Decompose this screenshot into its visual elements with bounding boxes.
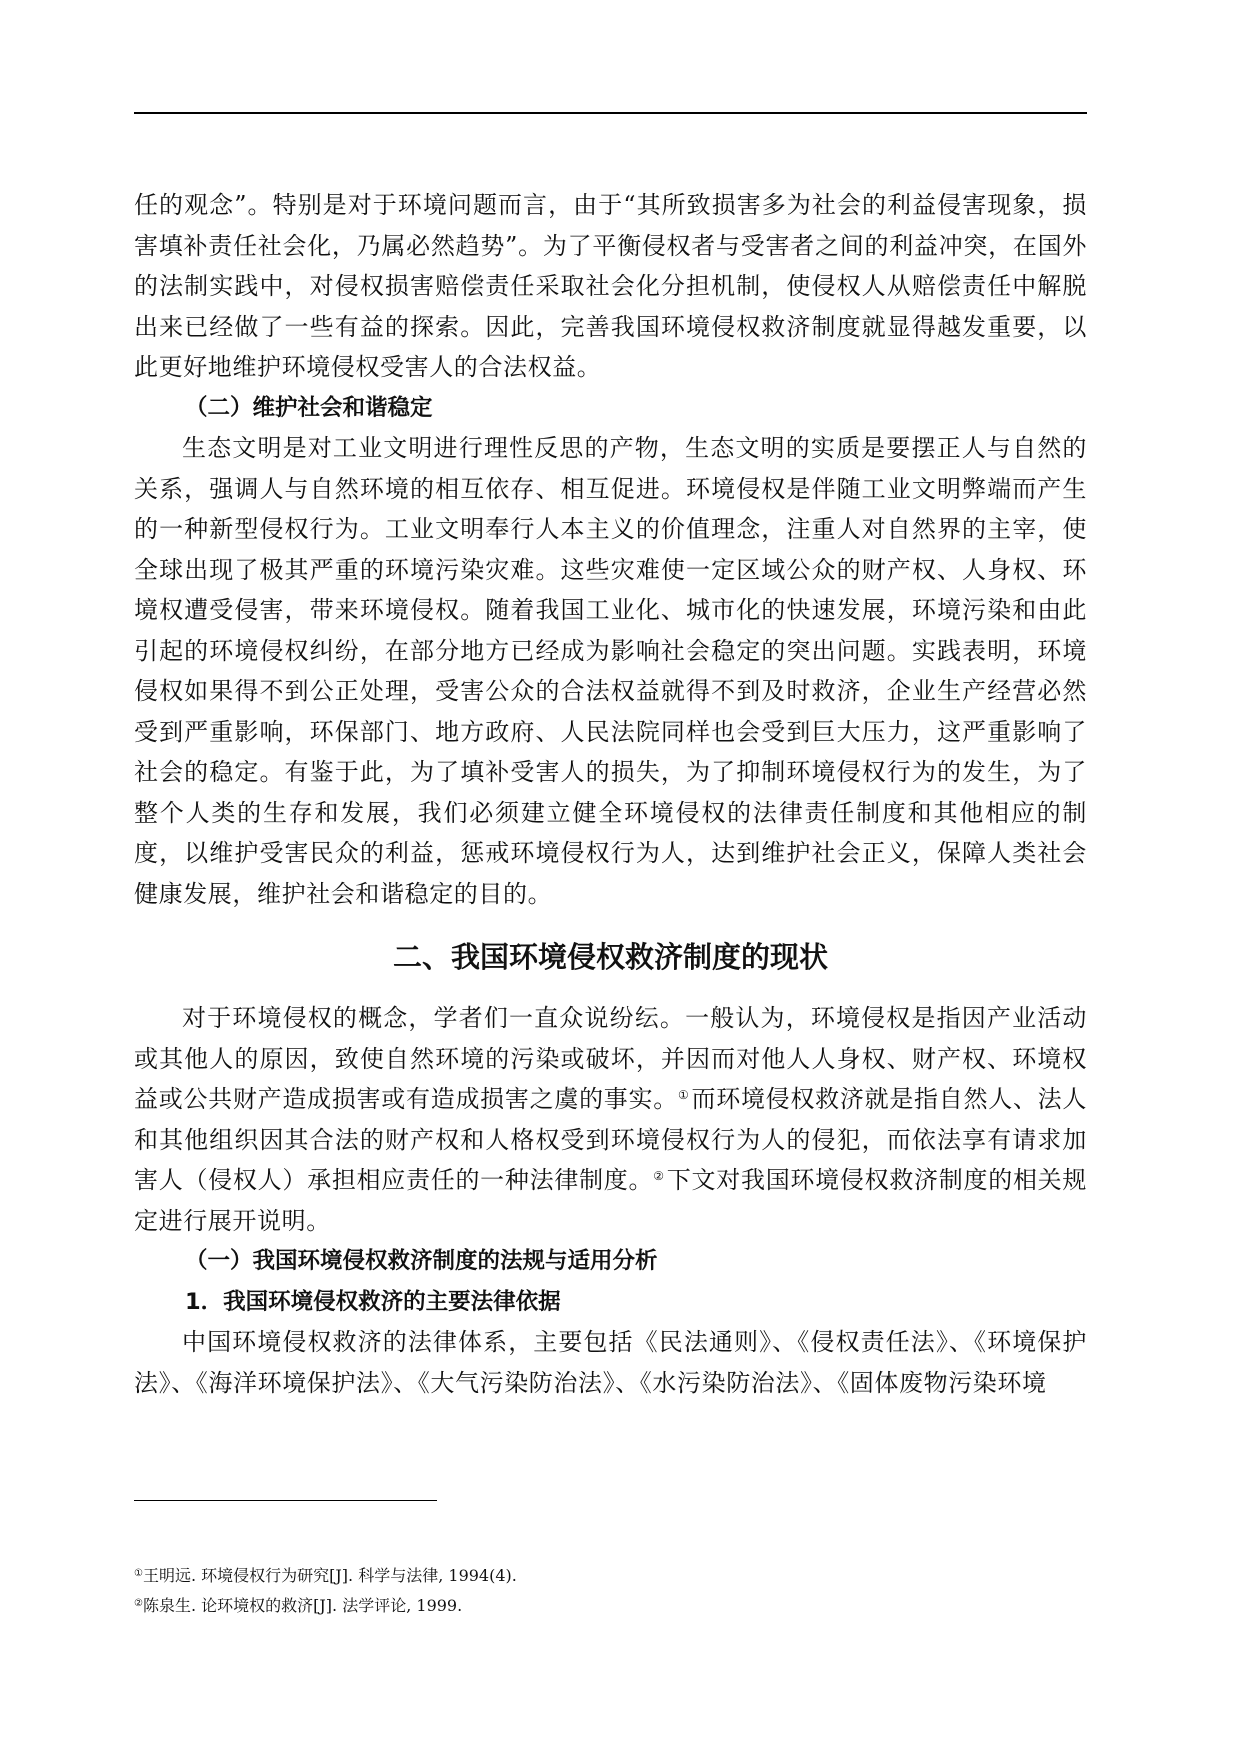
paragraph-continued: 任的观念”。特别是对于环境问题而言，由于“其所致损害多为社会的利益侵害现象，损害填补责任社会化，乃属必然趋势”。为了平衡侵权者与受害者之间的利益冲突，在国外的法制实践中，对侵权损害赔偿责任采取社会化分担机制，使侵权人从赔偿责任中解脱出来已经做了一些有益的探索。因此，完善我国环境侵权救济制度就显得越发重要，以此更好地维护环境侵权受害人的合法权益。 [134,191,1087,381]
footnote-rule [134,1500,437,1501]
footnote-text-1: 王明远. 环境侵权行为研究[J]. 科学与法律, 1994(4). [142,1566,517,1585]
section-heading: 二、我国环境侵权救济制度的现状 [392,940,828,974]
footnotes [134,1561,1034,1621]
footnote-text-2: 陈泉生. 论环境权的救济[J]. 法学评论, 1999. [142,1596,463,1615]
definition-text-1: 对于环境侵权的概念，学者们一直众说纷纭。一般认为，环境侵权是指因产业活动或其他人的原因，致使自然环境的污染或破坏，并因而对他人人身权、财产权、环境权益或公共财产造成损害或有造成损害之虞的事实。 [134,1004,1087,1113]
footnote-mark-2: ② [134,1598,143,1609]
footnote-ref-1[interactable]: ① [678,1088,690,1102]
footnote-ref-2[interactable]: ② [653,1169,665,1183]
footnote-mark-1: ① [134,1568,143,1579]
footnote-1 [134,1561,1034,1591]
subheading-maintain-harmony: （二）维护社会和谐稳定 [185,394,433,421]
paragraph-definition [134,998,1087,1241]
header-rule [134,112,1087,114]
page-body [134,185,1087,1403]
definition-text-3: 下文对我国环境侵权救济制度的相关规定进行展开说明。 [134,1166,1088,1235]
paragraph-legal-system: 中国环境侵权救济的法律体系，主要包括《民法通则》、《侵权责任法》、《环境保护法》、《海洋环境保护法》、《大气污染防治法》、《水污染防治法》、《固体废物污染环境 [134,1328,1087,1397]
subheading-regulations: （一）我国环境侵权救济制度的法规与适用分析 [185,1248,658,1274]
paragraph-ecological-civilization: 生态文明是对工业文明进行理性反思的产物，生态文明的实质是要摆正人与自然的关系，强调人与自然环境的相互依存、相互促进。环境侵权是伴随工业文明弊端而产生的一种新型侵权行为。工业文明奉行人本主义的价值理念，注重人对自然界的主宰，使全球出现了极其严重的环境污染灾难。这些灾难使一定区域公众的财产权、人身权、环境权遭受侵害，带来环境侵权。随着我国工业化、城市化的快速发展，环境污染和由此引起的环境侵权纠纷，在部分地方已经成为影响社会稳定的突出问题。实践表明，环境侵权如果得不到公正处理，受害公众的合法权益就得不到及时救济，企业生产经营必然受到严重影响，环保部门、地方政府、人民法院同样也会受到巨大压力，这严重影响了社会的稳定。有鉴于此，为了填补受害人的损失，为了抑制环境侵权行为的发生，为了整个人类的生存和发展，我们必须建立健全环境侵权的法律责任制度和其他相应的制度，以维护受害民众的利益，惩戒环境侵权行为人，达到维护社会正义，保障人类社会健康发展，维护社会和谐稳定的目的。 [134,434,1087,908]
footnote-2 [134,1591,1034,1621]
subheading-legal-basis: 1．我国环境侵权救济的主要法律依据 [185,1288,561,1315]
definition-text-2: 而环境侵权救济就是指自然人、法人和其他组织因其合法的财产权和人格权受到环境侵权行为人的侵犯，而依法享有请求加害人（侵权人）承担相应责任的一种法律制度。 [134,1085,1088,1194]
